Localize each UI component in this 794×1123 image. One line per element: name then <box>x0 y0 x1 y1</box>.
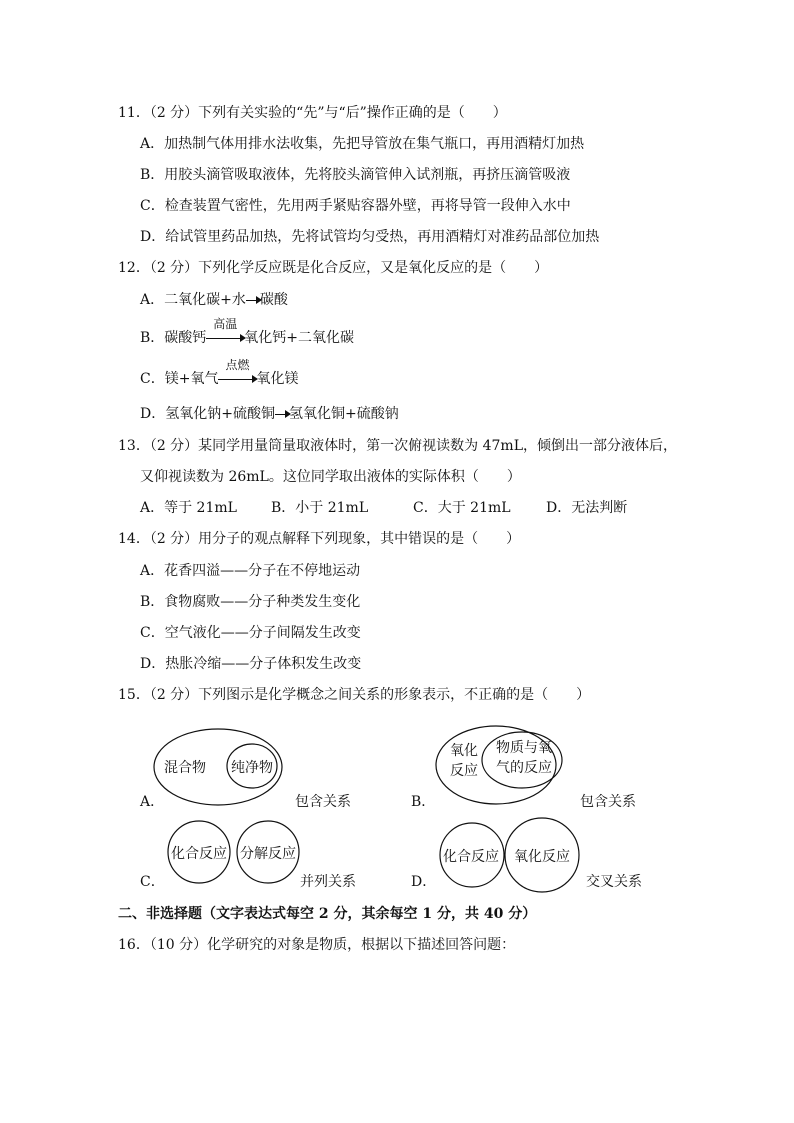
q15-option-a-relation: 包含关系 <box>295 794 351 810</box>
q12-a-products: 碳酸 <box>259 292 288 308</box>
diagram-b-inner-label-1: 物质与氧 <box>496 740 552 756</box>
q12-d-reactants: D．氢氧化钠+硫酸铜 <box>140 406 275 422</box>
diagram-b-inner-label-2: 气的反应 <box>496 760 552 776</box>
q14-option-d: D．热胀冷缩——分子体积发生改变 <box>140 656 362 672</box>
q13-option-b: B．小于 21mL <box>271 500 369 516</box>
q13-stem-line1: 13．（2 分）某同学用量筒量取液体时，第一次俯视读数为 47mL，倾倒出一部分液体后， <box>118 438 678 454</box>
q15-option-c-relation: 并列关系 <box>300 874 356 890</box>
reaction-condition: 点燃 <box>225 358 250 372</box>
q15-option-b-relation: 包含关系 <box>580 794 636 810</box>
q14-option-a: A．花香四溢——分子在不停地运动 <box>140 563 361 579</box>
diagram-c-right-label: 分解反应 <box>240 846 296 862</box>
q11-option-c: C．检查装置气密性，先用两手紧贴容器外壁，再将导管一段伸入水中 <box>140 198 571 214</box>
q12-stem: 12．（2 分）下列化学反应既是化合反应，又是氧化反应的是（ ） <box>118 260 549 276</box>
q11-stem: 11．（2 分）下列有关实验的“先”与“后”操作正确的是（ ） <box>118 105 507 121</box>
diagram-d-left-label: 化合反应 <box>443 849 499 865</box>
diagram-c-left-label: 化合反应 <box>171 846 227 862</box>
q14-option-b: B．食物腐败——分子种类发生变化 <box>140 594 361 610</box>
diagram-c <box>168 821 299 883</box>
q15-option-c-label: C． <box>140 874 165 890</box>
section-heading: 二、非选择题（文字表达式每空 2 分，其余每空 1 分，共 40 分） <box>118 906 537 922</box>
q11-option-d: D．给试管里药品加热，先将试管均匀受热，再用酒精灯对准药品部位加热 <box>140 229 600 245</box>
q12-c-reactants: C．镁+氧气 <box>140 371 219 387</box>
q13-option-d: D．无法判断 <box>546 500 628 516</box>
diagram-b <box>436 726 562 804</box>
q15-option-a-label: A． <box>140 794 165 810</box>
diagram-a-outer-label: 混合物 <box>164 760 206 776</box>
q12-c-products: 氧化镁 <box>256 371 299 387</box>
q11-option-a: A．加热制气体用排水法收集，先把导管放在集气瓶口，再用酒精灯加热 <box>140 136 585 152</box>
q15-option-d-relation: 交叉关系 <box>586 874 642 890</box>
q12-d-products: 氢氧化铜+硫酸钠 <box>288 406 399 422</box>
q15-option-b-label: B． <box>411 794 436 810</box>
diagram-d-right-label: 氧化反应 <box>514 849 570 865</box>
q14-option-c: C．空气液化——分子间隔发生改变 <box>140 625 361 641</box>
q15-stem: 15．（2 分）下列图示是化学概念之间关系的形象表示，不正确的是（ ） <box>118 687 591 703</box>
q15-option-d-label: D． <box>411 874 437 890</box>
q13-stem-line2: 又仰视读数为 26mL。这位同学取出液体的实际体积（ ） <box>140 469 521 485</box>
reaction-condition: 高温 <box>213 317 238 331</box>
diagram-b-outer-label-2: 反应 <box>450 763 478 779</box>
diagram-a-inner-label: 纯净物 <box>231 760 273 776</box>
q14-stem: 14．（2 分）用分子的观点解释下列现象，其中错误的是（ ） <box>118 531 521 547</box>
q16-stem: 16．（10 分）化学研究的对象是物质，根据以下描述回答问题： <box>118 937 516 953</box>
q12-b-products: 氧化钙+二氧化碳 <box>244 330 355 346</box>
q12-a-reactants: A．二氧化碳+水 <box>140 292 246 308</box>
q13-option-a: A．等于 21mL <box>140 500 237 516</box>
diagram-d <box>440 818 579 892</box>
q11-option-b: B．用胶头滴管吸取液体，先将胶头滴管伸入试剂瓶，再挤压滴管吸液 <box>140 167 571 183</box>
q12-b-reactants: B．碳酸钙 <box>140 330 207 346</box>
diagram-b-outer-label-1: 氧化 <box>450 743 478 759</box>
diagram-a <box>154 729 282 805</box>
q13-option-c: C．大于 21mL <box>413 500 511 516</box>
